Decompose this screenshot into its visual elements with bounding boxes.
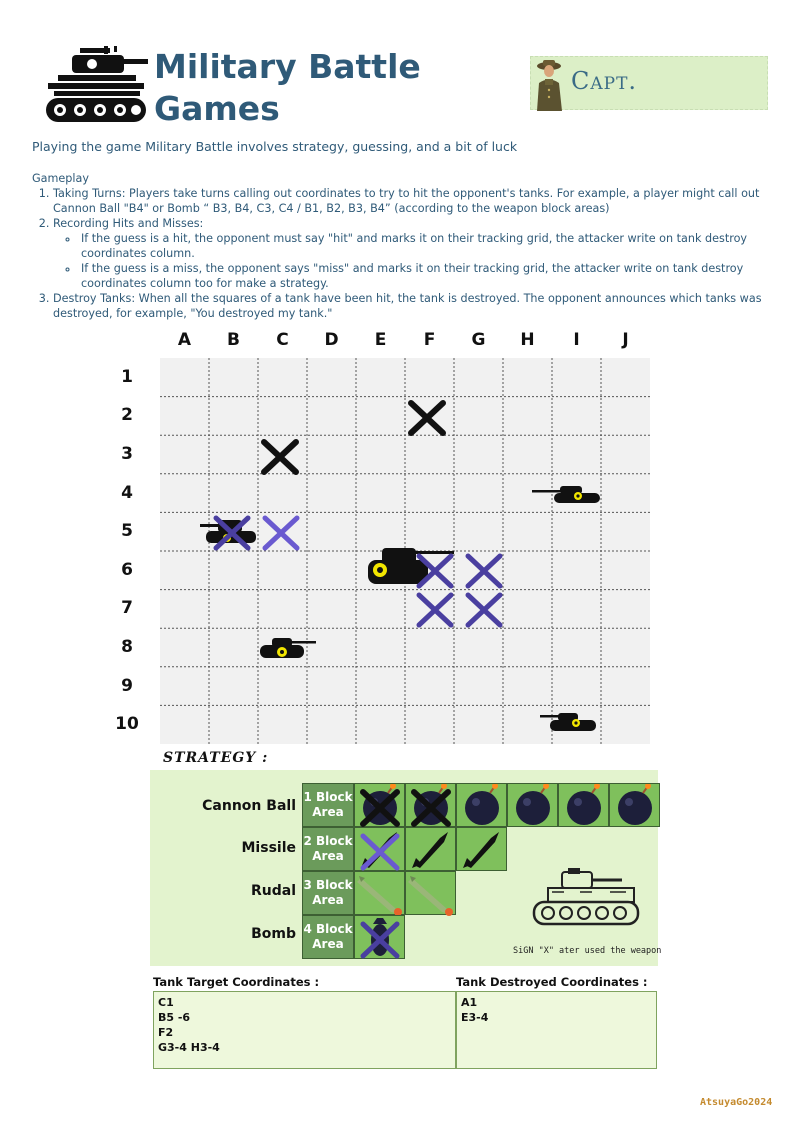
row-label: 6 bbox=[121, 560, 133, 580]
rule-item bbox=[53, 216, 772, 291]
hit-mark-icon bbox=[212, 514, 252, 552]
coordinate-entry: F2 bbox=[158, 1026, 174, 1039]
tank-illustration-icon bbox=[530, 868, 642, 930]
target-coordinates-box[interactable] bbox=[153, 991, 456, 1069]
weapon-usage-note: SiGN "X" ater used the weapon bbox=[513, 946, 662, 956]
cannon-ball-slot[interactable] bbox=[456, 783, 507, 827]
cannon-ball-slot[interactable] bbox=[405, 783, 456, 827]
gameplay-rules bbox=[32, 171, 772, 321]
missile-icon bbox=[406, 828, 457, 872]
hit-mark-icon bbox=[415, 552, 455, 590]
strategy-title: STRATEGY : bbox=[163, 750, 269, 766]
rudal-slot[interactable] bbox=[405, 871, 456, 915]
tank-icon bbox=[532, 482, 604, 506]
column-label: E bbox=[374, 330, 387, 350]
tank-icon bbox=[540, 711, 602, 733]
rank-label: Capt. bbox=[571, 67, 638, 95]
bomb-icon bbox=[355, 916, 406, 960]
page-title bbox=[154, 46, 421, 130]
cannon-ball-icon bbox=[406, 784, 457, 828]
row-label: 3 bbox=[121, 444, 133, 464]
rules-list bbox=[53, 186, 772, 321]
rudal-icon bbox=[355, 872, 406, 916]
destroyed-coordinates-box[interactable] bbox=[456, 991, 657, 1069]
miss-mark-icon bbox=[407, 399, 447, 437]
missile-slot[interactable] bbox=[405, 827, 456, 871]
cannon-ball-icon bbox=[355, 784, 406, 828]
coordinate-entry: A1 bbox=[461, 996, 478, 1009]
missile-icon bbox=[355, 828, 406, 872]
row-label: 1 bbox=[121, 367, 133, 387]
rule-item: 3. Destroy Tanks: When all the squares of a tank have been hit, the tank is destroyed. The opponent announces which tanks was destroyed, for example, "You destroyed my tank." bbox=[53, 291, 772, 321]
column-labels bbox=[160, 330, 650, 352]
game-board[interactable] bbox=[160, 358, 650, 744]
column-label: G bbox=[471, 330, 486, 350]
row-label: 9 bbox=[121, 676, 133, 696]
column-label: C bbox=[276, 330, 289, 350]
weapon-name-rudal: Rudal bbox=[250, 883, 296, 899]
area-label-4-block: 4 Block Area bbox=[302, 915, 354, 959]
rule-subitem: ◦ If the guess is a hit, the opponent must say "hit" and marks it on their tracking grid, the attacker write on tank destroy coordinates column. bbox=[79, 231, 772, 261]
rudal-icon bbox=[406, 872, 457, 916]
column-label: J bbox=[622, 330, 629, 350]
hit-mark-icon bbox=[464, 591, 504, 629]
column-label: B bbox=[227, 330, 240, 350]
soldier-icon bbox=[531, 57, 571, 111]
column-label: I bbox=[573, 330, 580, 350]
bomb-slot[interactable] bbox=[354, 915, 405, 959]
weapon-name-missile: Missile bbox=[241, 840, 296, 856]
column-label: D bbox=[324, 330, 339, 350]
row-label: 4 bbox=[121, 483, 133, 503]
coordinate-entry: G3-4 H3-4 bbox=[158, 1041, 220, 1054]
cannon-ball-icon bbox=[559, 784, 610, 828]
weapon-name-cannon-ball: Cannon Ball bbox=[202, 798, 296, 814]
area-label-3-block: 3 Block Area bbox=[302, 871, 354, 915]
title-line-2: Games bbox=[154, 89, 280, 128]
rank-badge bbox=[530, 56, 768, 110]
weapon-name-bomb: Bomb bbox=[251, 926, 296, 942]
row-label: 8 bbox=[121, 637, 133, 657]
tank-logo-icon bbox=[44, 46, 148, 124]
area-label-2-block: 2 Block Area bbox=[302, 827, 354, 871]
cannon-ball-slot[interactable] bbox=[354, 783, 405, 827]
rule-sublist bbox=[79, 231, 772, 291]
cannon-ball-icon bbox=[610, 784, 661, 828]
row-label: 7 bbox=[121, 598, 133, 618]
cannon-ball-slot[interactable] bbox=[507, 783, 558, 827]
hit-mark-icon bbox=[415, 591, 455, 629]
coordinate-entry: C1 bbox=[158, 996, 174, 1009]
row-label: 5 bbox=[121, 521, 133, 541]
tank-icon bbox=[258, 635, 316, 661]
target-coordinates-title: Tank Target Coordinates : bbox=[153, 975, 320, 989]
column-label: H bbox=[520, 330, 535, 350]
area-label-1-block: 1 Block Area bbox=[302, 783, 354, 827]
intro-text: Playing the game Military Battle involves strategy, guessing, and a bit of luck bbox=[32, 139, 518, 154]
author-credit: AtsuyaGo2024 bbox=[700, 1097, 773, 1108]
miss-mark-icon bbox=[260, 438, 300, 476]
rule-item-text: Recording Hits and Misses: bbox=[53, 217, 204, 230]
cannon-ball-slot[interactable] bbox=[558, 783, 609, 827]
missile-slot[interactable] bbox=[456, 827, 507, 871]
rudal-slot[interactable] bbox=[354, 871, 405, 915]
coordinate-entry: E3-4 bbox=[461, 1011, 489, 1024]
missile-slot[interactable] bbox=[354, 827, 405, 871]
missile-icon bbox=[457, 828, 508, 872]
destroyed-coordinates-title: Tank Destroyed Coordinates : bbox=[456, 975, 648, 989]
title-line-1: Military Battle bbox=[154, 47, 421, 86]
gameplay-heading: Gameplay bbox=[32, 172, 89, 185]
cannon-ball-slot[interactable] bbox=[609, 783, 660, 827]
hit-mark-icon bbox=[261, 514, 301, 552]
row-label: 10 bbox=[115, 714, 139, 734]
row-label: 2 bbox=[121, 405, 133, 425]
cannon-ball-icon bbox=[457, 784, 508, 828]
column-label: A bbox=[177, 330, 192, 350]
hit-mark-icon bbox=[464, 552, 504, 590]
column-label: F bbox=[423, 330, 436, 350]
rule-subitem: ◦ If the guess is a miss, the opponent says "miss" and marks it on their tracking grid, the attacker write on tank destroy coordinates column too for make a strategy. bbox=[79, 261, 772, 291]
cannon-ball-icon bbox=[508, 784, 559, 828]
coordinate-entry: B5 -6 bbox=[158, 1011, 191, 1024]
rule-item: 1. Taking Turns: Players take turns calling out coordinates to try to hit the opponent's tanks. For example, a player might call out Cannon Ball "B4" or Bomb “ B3, B4, C3, C4 / B1, B2, B3, B4” (according to the weapon block areas) bbox=[53, 186, 772, 216]
